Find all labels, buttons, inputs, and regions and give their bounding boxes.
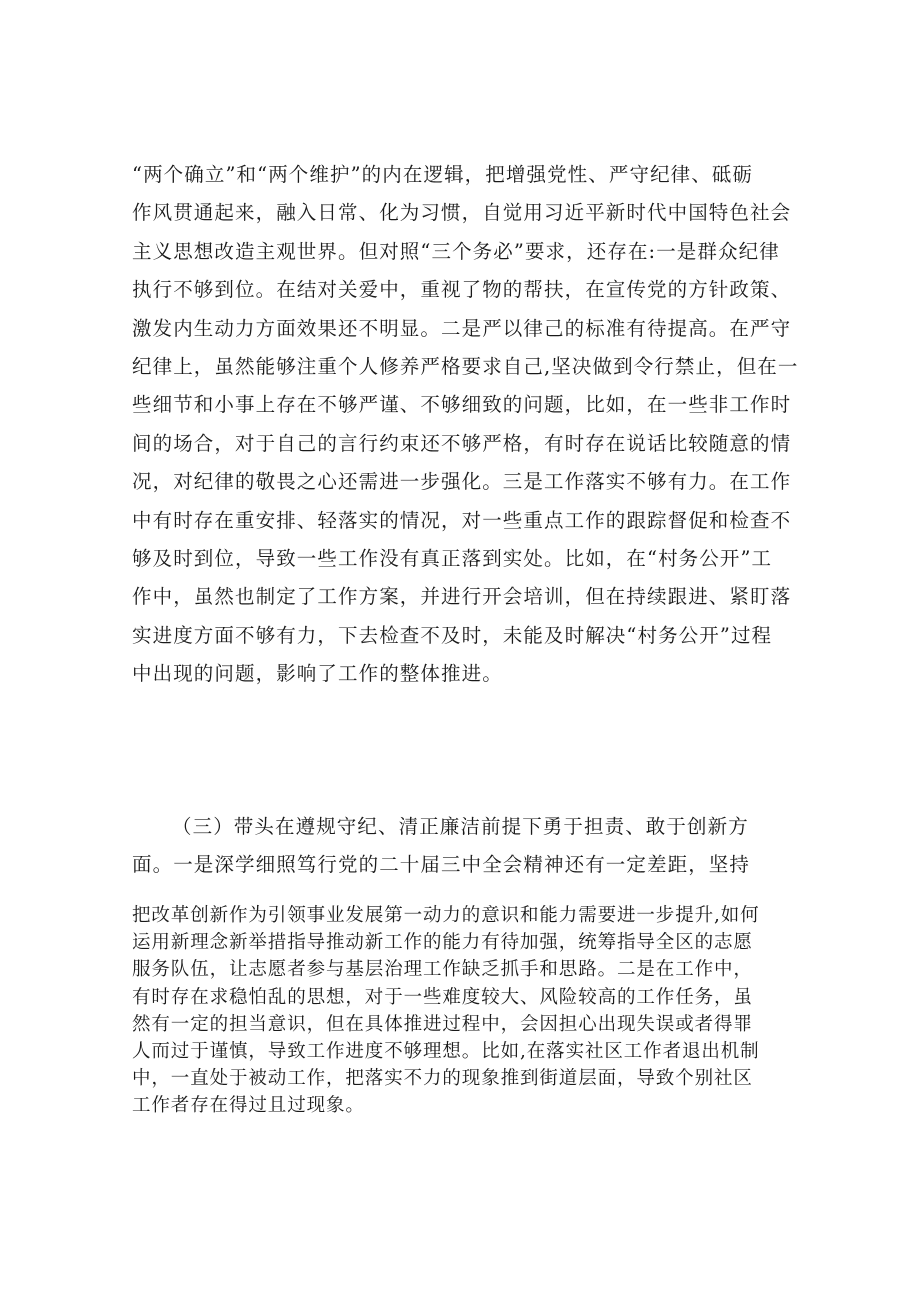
text-line: 服务队伍，让志愿者参与基层治理工作缺乏抓手和思路。二是在工作中，	[132, 959, 753, 981]
text-line: 主义思想改造主观世界。但对照“三个务必”要求，还存在:一是群众纪律	[132, 239, 780, 263]
text-line: 工作者存在得过且过现象。	[132, 1095, 365, 1117]
text-line: 中出现的问题，影响了工作的整体推进。	[132, 662, 503, 686]
text-line: 然有一定的担当意识，但在具体推进过程中，会因担心出现失误或者得罪	[132, 1013, 753, 1035]
section-heading-paragraph	[132, 808, 787, 885]
text-line: 纪律上，虽然能够注重个人修养严格要求自己,坚决做到令行禁止，但在一	[132, 355, 799, 379]
text-line: 面。一是深学细照笃行党的二十届三中全会精神还有一定差距，坚持	[132, 853, 751, 877]
body-paragraph-1	[132, 156, 799, 694]
section-heading-line: （三）带头在遵规守纪、清正廉洁前提下勇于担责、敢于创新方	[172, 815, 749, 838]
text-line: 人而过于谨慎，导致工作进度不够理想。比如,在落实社区工作者退出机制	[132, 1041, 760, 1063]
text-line: 中，一直处于被动工作，把落实不力的现象推到街道层面，导致个别社区	[132, 1068, 753, 1090]
text-line: 况，对纪律的敬畏之心还需进一步强化。三是工作落实不够有力。在工作	[132, 470, 792, 494]
text-line: 激发内生动力方面效果还不明显。二是严以律己的标准有待提高。在严守	[132, 316, 792, 340]
text-line: 执行不够到位。在结对关爱中，重视了物的帮扶，在宣传党的方针政策、	[132, 278, 792, 302]
text-line: 作中，虽然也制定了工作方案，并进行开会培训，但在持续跟进、紧盯落	[132, 585, 792, 609]
text-line: 够及时到位，导致一些工作没有真正落到实处。比如，在“村务公开”工	[132, 547, 773, 571]
text-line: 运用新理念新举措指导推动新工作的能力有待加强，统筹指导全区的志愿	[132, 932, 753, 954]
text-line: 作风贯通起来，融入日常、化为习惯，自觉用习近平新时代中国特色社会	[132, 201, 792, 225]
text-line: 间的场合，对于自己的言行约束还不够严格，有时存在说话比较随意的情	[132, 431, 792, 455]
text-line: 些细节和小事上存在不够严谨、不够细致的问题，比如，在一些非工作时	[132, 393, 792, 417]
text-line: “两个确立”和“两个维护”的内在逻辑，把增强党性、严守纪律、砥砺	[132, 163, 754, 186]
text-line: 把改革创新作为引领事业发展第一动力的意识和能力需要进一步提升,如何	[132, 905, 760, 926]
text-line: 实进度方面不够有力，下去检查不及时，未能及时解决“村务公开”过程	[132, 623, 773, 647]
body-paragraph-3	[132, 902, 787, 1120]
text-line: 中有时存在重安排、轻落实的情况，对一些重点工作的跟踪督促和检查不	[132, 508, 792, 532]
text-line: 有时存在求稳怕乱的思想，对于一些难度较大、风险较高的工作任务，虽	[132, 986, 753, 1008]
